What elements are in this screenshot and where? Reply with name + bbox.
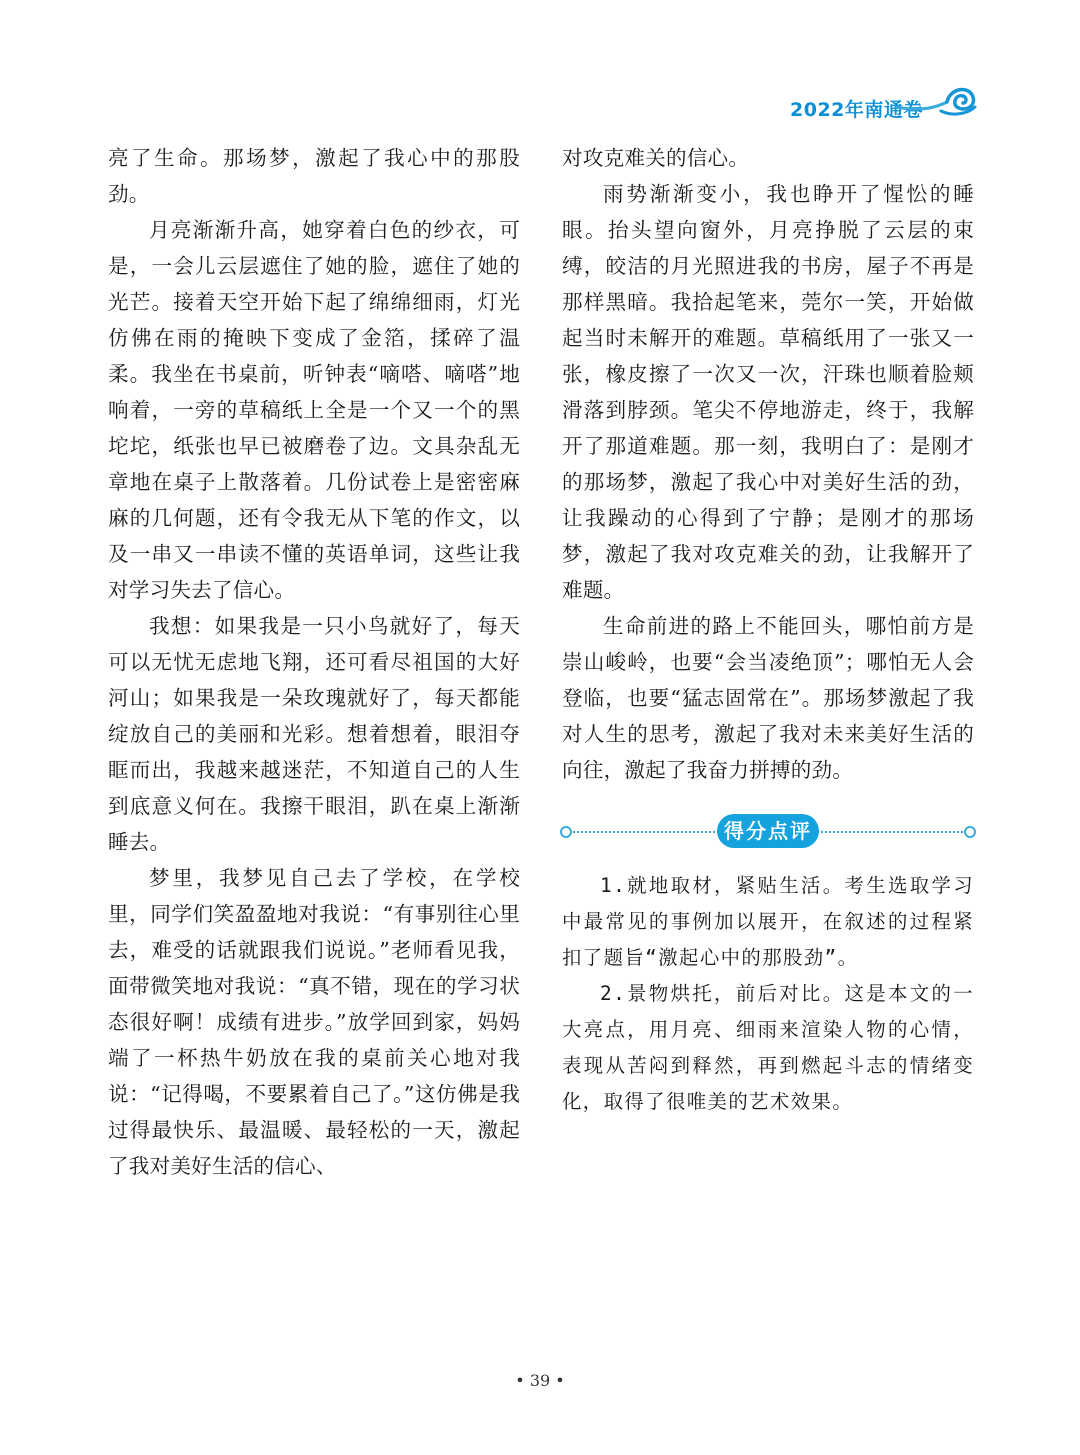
circle-end-icon	[964, 826, 976, 838]
page-number: • 39 •	[515, 1371, 565, 1390]
paragraph: 亮了生命。那场梦，激起了我心中的那股劲。	[108, 146, 520, 206]
comment-section-header	[562, 812, 974, 852]
right-column	[562, 140, 974, 1120]
paragraph: 生命前进的路上不能回头，哪怕前方是崇山峻岭，也要“会当凌绝顶”；哪怕无人会登临，也要“猛志固常在”。那场梦激起了我对人生的思考，激起了我对未来美好生活的向往，激起了我奋力拼搏的劲。	[562, 614, 974, 782]
left-column	[108, 140, 520, 1184]
paragraph: 月亮渐渐升高，她穿着白色的纱衣，可是，一会儿云层遮住了她的脸，遮住了她的光芒。接着天空开始下起了绵绵细雨，灯光仿佛在雨的掩映下变成了金箔，揉碎了温柔。我坐在书桌前，听钟表“嘀嗒、嘀嗒”地响着，一旁的草稿纸上全是一个又一个的黑坨坨，纸张也早已被磨卷了边。文具杂乱无章地在桌子上散落着。几份试卷上是密密麻麻的几何题，还有令我无从下笔的作文，以及一串又一串读不懂的英语单词，这些让我对学习失去了信心。	[108, 218, 520, 602]
paragraph: 我想：如果我是一只小鸟就好了，每天可以无忧无虑地飞翔，还可看尽祖国的大好河山；如果我是一朵玫瑰就好了，每天都能绽放自己的美丽和光彩。想着想着，眼泪夺眶而出，我越来越迷茫，不知道自己的人生到底意义何在。我擦干眼泪，趴在桌上渐渐睡去。	[108, 614, 520, 854]
comment-item: 2.景物烘托，前后对比。这是本文的一大亮点，用月亮、细雨来渲染人物的心情，表现从苦闷到释然，再到燃起斗志的情绪变化，取得了很唯美的艺术效果。	[562, 982, 974, 1113]
header-tag: 2022年南通卷	[790, 99, 923, 121]
circle-end-icon	[560, 826, 572, 838]
paragraph: 对攻克难关的信心。	[562, 146, 750, 170]
paragraph: 雨势渐渐变小，我也睁开了惺忪的睡眼。抬头望向窗外，月亮挣脱了云层的束缚，皎洁的月光照进我的书房，屋子不再是那样黑暗。我拾起笔来，莞尔一笑，开始做起当时未解开的难题。草稿纸用了一张又一张，橡皮擦了一次又一次，汗珠也顺着脸颊滑落到脖颈。笔尖不停地游走，终于，我解开了那道难题。那一刻，我明白了：是刚才的那场梦，激起了我心中对美好生活的劲，让我躁动的心得到了宁静；是刚才的那场梦，激起了我对攻克难关的劲，让我解开了难题。	[562, 182, 974, 602]
cloud-swirl-icon	[895, 80, 979, 120]
paragraph: 梦里，我梦见自己去了学校，在学校里，同学们笑盈盈地对我说：“有事别往心里去，难受的话就跟我们说说。”老师看见我，面带微笑地对我说：“真不错，现在的学习状态很好啊！成绩有进步。”放学回到家，妈妈端了一杯热牛奶放在我的桌前关心地对我说：“记得喝，不要累着自己了。”这仿佛是我过得最快乐、最温暖、最轻松的一天，激起了我对美好生活的信心、	[108, 866, 520, 1178]
comment-item: 1.就地取材，紧贴生活。考生选取学习中最常见的事例加以展开，在叙述的过程紧扣了题旨“激起心中的那股劲”。	[562, 874, 974, 969]
comment-section-title: 得分点评	[717, 814, 819, 848]
